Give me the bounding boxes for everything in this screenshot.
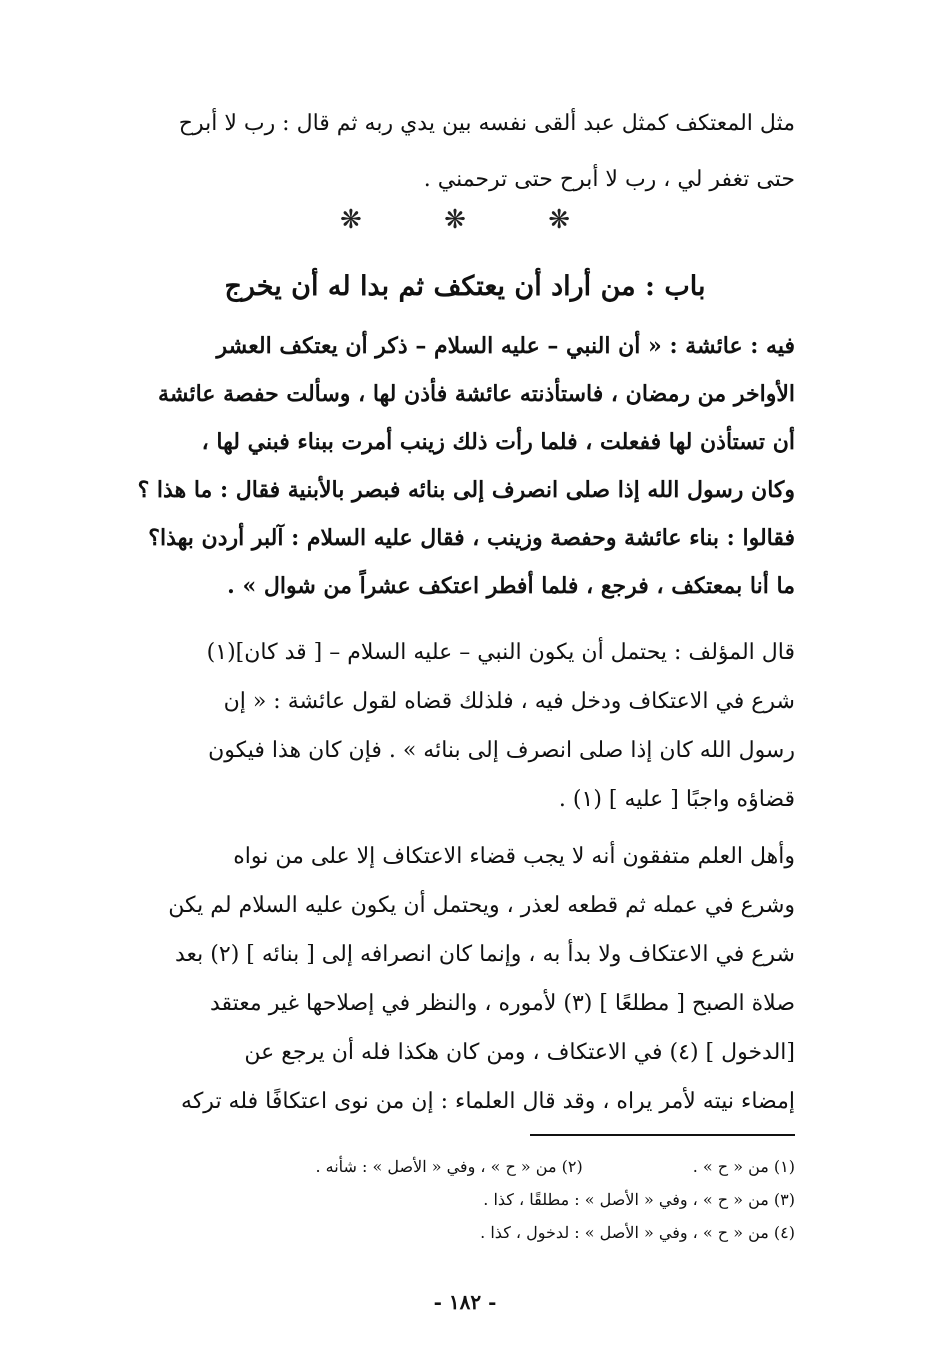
text-line: مثل المعتكف كمثل عبد ألقى نفسه بين يدي ربه ثم قال : رب لا أبرح [178,111,795,136]
text-line: فقالوا : بناء عائشة وحفصة وزينب ، فقال عليه السلام : آلبر أردن بهذا؟ [148,525,795,551]
footnote-row [140,1183,795,1216]
text-line: شرع في الاعتكاف ولا بدأ به ، وإنما كان انصرافه إلى [ بنائه ] (٢) بعد [175,942,795,967]
footnote-4: (٤) من « ح » ، وفي « الأصل » : لدخول ، كذا . [480,1223,795,1242]
text-line: فيه : عائشة : « أن النبي – عليه السلام – ذكر أن يعتكف العشر [216,333,795,359]
text-line: وأهل العلم متفقون أنه لا يجب قضاء الاعتكاف إلا على من نواه [233,844,795,869]
star-ornament: ❋ [444,205,466,235]
text-line: صلاة الصبح [ مطلعًا ] (٣) لأموره ، والنظر في إصلاحها غير معتقد [209,991,795,1016]
text-line: أن تستأذن لها ففعلت ، فلما رأت ذلك زينب أمرت ببناء فبني لها ، [201,429,795,455]
text-line: قال المؤلف : يحتمل أن يكون النبي – عليه السلام – [ قد كان](١) [206,640,795,665]
footnote-row [140,1150,795,1183]
footnote-row [140,1216,795,1249]
text-line: إمضاء نيته لأمر يراه ، وقد قال العلماء : إن من نوى اعتكافًا فله تركه [181,1089,795,1114]
footnote-1: (١) من « ح » . [692,1157,795,1176]
text-line: شرع في الاعتكاف ودخل فيه ، فلذلك قضاه لقول عائشة : « إن [223,689,795,714]
chapter-heading: باب : من أراد أن يعتكف ثم بدا له أن يخرج [224,271,706,302]
hadith-paragraph [100,322,795,610]
scholars-paragraph [100,832,795,1126]
star-ornament: ❋ [340,205,362,235]
text-line: ما أنا بمعتكف ، فرجع ، فلما أفطر اعتكف عشراً من شوال » . [227,573,795,599]
footnote-3: (٣) من « ح » ، وفي « الأصل » : مطلقًا ، كذا . [483,1190,795,1209]
section-separator [340,205,570,235]
text-line: وشرع في عمله ثم قطعه لعذر ، ويحتمل أن يكون عليه السلام لم يكن [168,893,795,918]
text-line: الأواخر من رمضان ، فاستأذنته عائشة فأذن لها ، وسألت حفصة عائشة [158,381,795,407]
text-line: قضاؤه واجبًا [ عليه ] (١) . [558,787,795,812]
text-line: [الدخول ] (٤) في الاعتكاف ، ومن كان هكذا فله أن يرجع عن [244,1040,795,1065]
text-line: رسول الله كان إذا صلى انصرف إلى بنائه » . فإن كان هذا فيكون [208,738,795,763]
text-line: وكان رسول الله إذا صلى انصرف إلى بنائه فبصر بالأبنية فقال : ما هذا ؟ [137,477,795,503]
footnote-2: (٢) من « ح » ، وفي « الأصل » : شأنه . [315,1157,583,1176]
page-number: - ١٨٢ - [433,1290,497,1314]
star-ornament: ❋ [548,205,570,235]
footnote-divider [530,1134,795,1136]
author-commentary-paragraph [100,628,795,824]
text-line: حتى تغفر لي ، رب لا أبرح حتى ترحمني . [423,167,795,192]
footnotes [140,1150,795,1249]
intro-paragraph [100,96,795,208]
